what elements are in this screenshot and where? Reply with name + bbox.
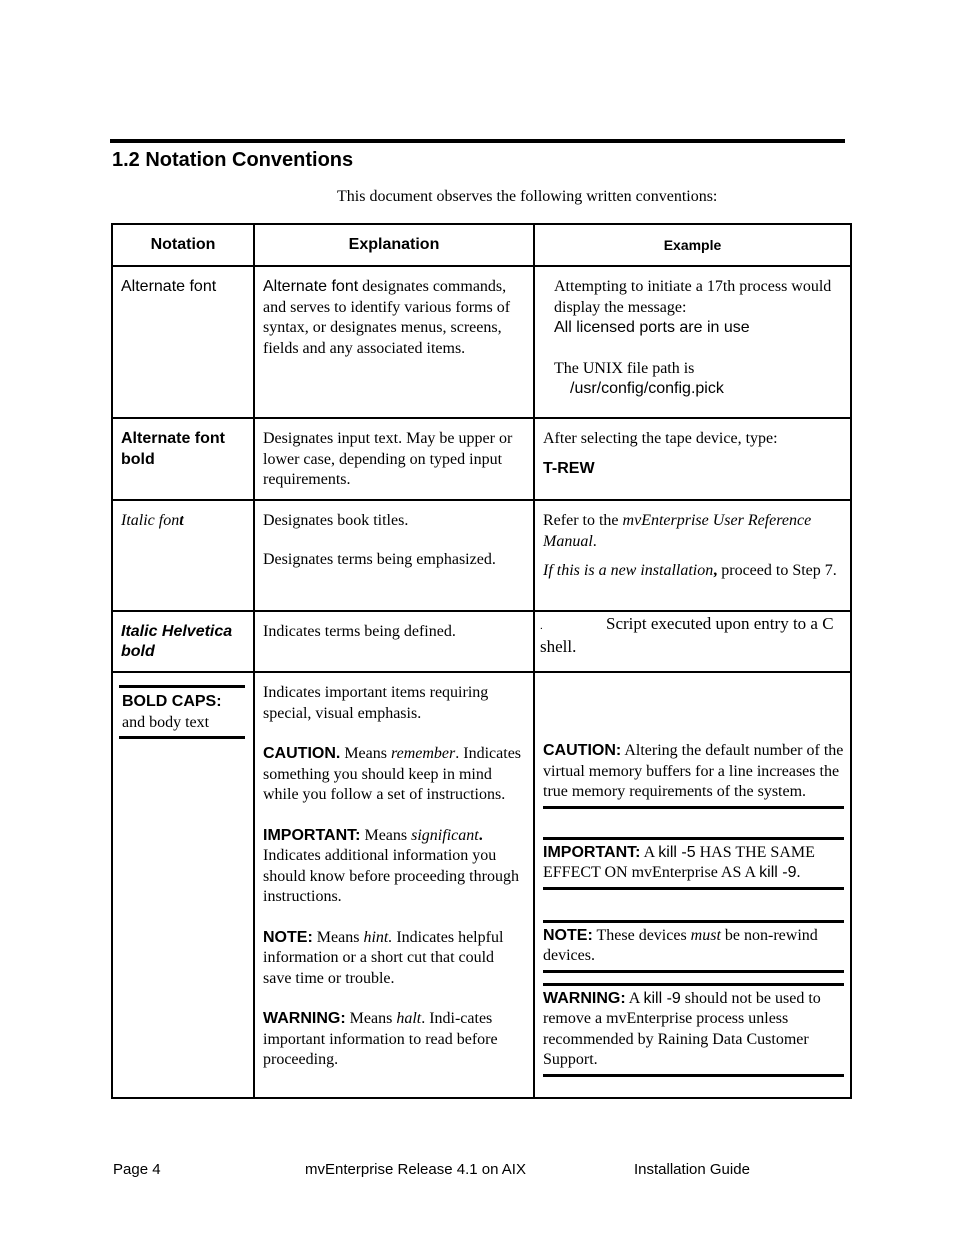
table-row	[112, 611, 851, 672]
footer-product: mvEnterprise Release 4.1 on AIX	[305, 1161, 526, 1178]
example-cell	[534, 266, 851, 418]
example-message: All licensed ports are in use	[554, 319, 750, 336]
explanation-text: Alternate font designates commands, and serves to identify various forms of syntax, or designates menus, screens, fields and any associated items.	[263, 278, 511, 357]
table-row	[112, 672, 851, 1098]
notation-cell	[112, 266, 254, 418]
explanation-cell	[254, 672, 534, 1098]
explanation-text: Designates terms being emphasized.	[263, 550, 496, 568]
example-text: . Script executed upon entry to a C shell.	[540, 614, 834, 656]
explanation-text: Indicates important items requiring special, visual emphasis.	[263, 684, 489, 722]
notation-cell	[112, 611, 254, 672]
example-text: Refer to the mvEnterprise User Reference Manual.	[543, 512, 812, 550]
example-cell	[534, 611, 851, 672]
explanation-note: NOTE: Means hint. Indicates helpful information or a short cut that could save time or trouble.	[263, 928, 504, 987]
explanation-warning: WARNING: Means halt. Indi-cates important information to read before proceeding.	[263, 1010, 498, 1068]
table-row	[112, 418, 851, 500]
notation-text: Alternate font bold	[121, 430, 225, 468]
example-text: After selecting the tape device, type:	[543, 430, 778, 447]
important-notice: IMPORTANT: A kill -5 HAS THE SAME EFFECT ON mvEnterprise AS A kill -9.	[543, 837, 844, 890]
notation-cell	[112, 418, 254, 500]
header-notation: Notation	[112, 224, 254, 266]
explanation-caution: CAUTION. Means remember. Indicates something you should keep in mind while you follow a set of instructions.	[263, 745, 522, 803]
footer-guide-title: Installation Guide	[634, 1161, 750, 1178]
section-intro: This document observes the following written conventions:	[337, 188, 718, 205]
explanation-text: Designates book titles.	[263, 512, 409, 529]
explanation-text: Designates input text. May be upper or lower case, depending on typed input requirements.	[263, 430, 513, 488]
example-cell	[534, 500, 851, 611]
header-example: Example	[534, 224, 851, 266]
notation-boxed-label: BOLD CAPS: and body text	[119, 685, 245, 739]
warning-notice: WARNING: A kill -9 should not be used to remove a mvEnterprise process unless recommended by Raining Data Customer Support.	[543, 983, 844, 1077]
example-text: Attempting to initiate a 17th process would display the message:	[554, 278, 832, 316]
explanation-text: Indicates terms being defined.	[263, 623, 456, 640]
example-cell	[534, 672, 851, 1098]
explanation-cell	[254, 500, 534, 611]
section-top-rule	[110, 139, 845, 143]
example-text: If this is a new installation, proceed to Step 7.	[543, 562, 837, 579]
notation-text: Alternate font	[121, 278, 217, 295]
example-text: The UNIX file path is	[554, 359, 695, 377]
example-input: T-REW	[543, 459, 595, 477]
table-row	[112, 266, 851, 418]
example-cell	[534, 418, 851, 500]
caution-notice: CAUTION: Altering the default number of the virtual memory buffers for a line increases the true memory requirements of the system.	[543, 731, 844, 809]
notation-text: Italic Helvetica bold	[121, 623, 233, 660]
example-path: /usr/config/config.pick	[570, 380, 724, 397]
footer-page-number: Page 4	[113, 1161, 161, 1178]
explanation-cell	[254, 418, 534, 500]
header-explanation: Explanation	[254, 224, 534, 266]
explanation-important: IMPORTANT: Means significant. Indicates additional information you should know before proceeding through instructions.	[263, 826, 519, 905]
table-row	[112, 500, 851, 611]
explanation-cell	[254, 611, 534, 672]
section-title: 1.2 Notation Conventions	[112, 149, 354, 171]
notation-cell	[112, 500, 254, 611]
notation-text: Italic font	[121, 512, 184, 529]
table-header-row	[112, 224, 851, 266]
explanation-cell	[254, 266, 534, 418]
note-notice: NOTE: These devices must be non-rewind devices.	[543, 920, 844, 973]
notation-cell	[112, 672, 254, 1098]
notation-conventions-table	[111, 223, 852, 1099]
